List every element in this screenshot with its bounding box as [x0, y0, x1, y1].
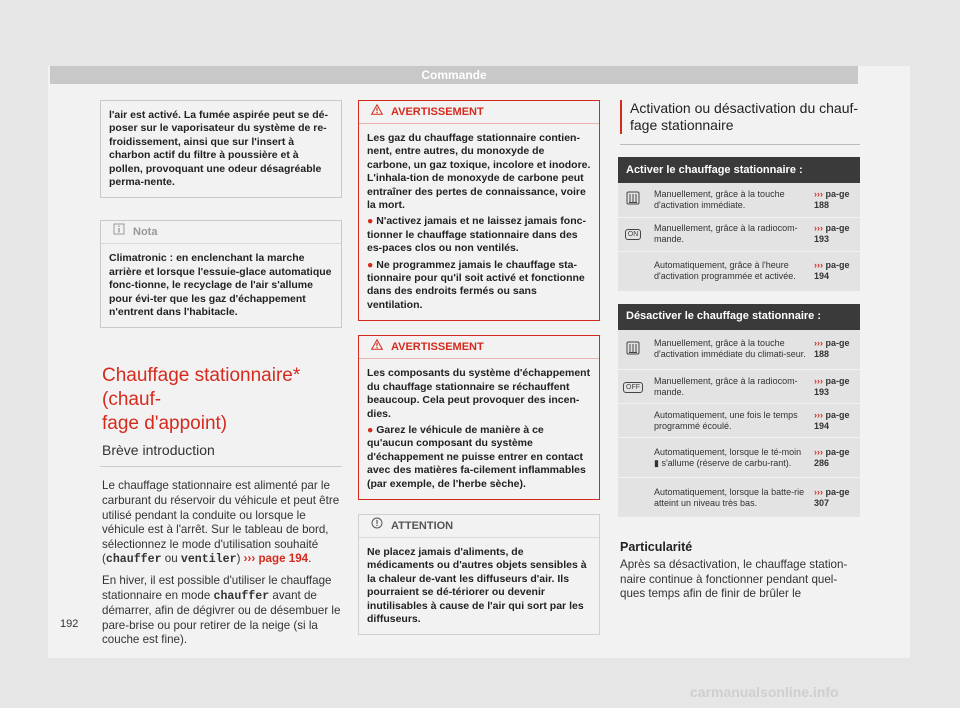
- page-ref-text: pa-ge 193: [814, 375, 850, 397]
- section-divider: [100, 466, 342, 467]
- empty-icon-cell: [618, 478, 648, 518]
- para1-end: .: [308, 552, 312, 566]
- paragraph-2: [102, 574, 342, 648]
- page-194-link[interactable]: ››› page 194: [243, 552, 309, 566]
- para1-ou: ou: [161, 552, 181, 566]
- activate-row: [618, 251, 860, 291]
- deactivate-row: [618, 330, 860, 370]
- page-ref-arrow-icon: ›››: [814, 375, 823, 386]
- para2-mode-chauffer: chauffer: [213, 589, 270, 603]
- page-header: Commande: [50, 66, 858, 84]
- warning-bullet-1a: [367, 215, 591, 255]
- warning-bullet-2a: [367, 424, 591, 491]
- paragraph-1: [102, 479, 342, 568]
- deactivate-row-description: Automatiquement, lorsque la batte-rie atteint un niveau très bas.: [648, 478, 812, 518]
- bullet-icon: ●: [367, 215, 374, 228]
- warning-triangle-icon: [371, 336, 383, 358]
- off-icon-label: OFF: [623, 382, 643, 393]
- page-ref-text: pa-ge 194: [814, 409, 850, 431]
- intro-box: [100, 100, 342, 198]
- watermark: carmanualsonline.info: [690, 684, 839, 700]
- activate-table: [618, 157, 860, 292]
- para2-text-end: avant de démarrer, afin de dégivrer ou de désembuer le pare-brise ou pour retirer de la neige (si la couche est fine).: [102, 588, 341, 647]
- page-ref-arrow-icon: ›››: [814, 260, 823, 270]
- empty-icon-cell: [618, 404, 648, 438]
- deactivate-row: [618, 370, 860, 404]
- attention-text: Ne placez jamais d'aliments, de médicaments ou d'autres objets sensibles à la chaleur de-vant les diffuseurs d'air. Ils pourraient se dé-tériorer ou devenir inutilisables à cause de l'air qui sort par les diffuseurs.: [367, 545, 587, 625]
- page-ref-arrow-icon: ›››: [814, 188, 823, 199]
- attention-icon: [371, 515, 383, 537]
- deactivate-row-page-ref[interactable]: [812, 370, 860, 404]
- column-1: [100, 100, 342, 654]
- deactivate-row-description: Manuellement, grâce à la touche d'activation immédiate du climati-seur.: [648, 330, 812, 370]
- heater-icon: [618, 330, 648, 370]
- page-ref-arrow-icon: ›››: [814, 409, 823, 420]
- deactivate-row: [618, 438, 860, 478]
- page-ref-text: pa-ge 286: [814, 446, 850, 468]
- warning-bullet-text-1b: Ne programmez jamais le chauffage sta-tionnaire pour qu'il soit activé et fonctionne dans des endroits fermés ou sans ventilation.: [367, 258, 585, 311]
- page-ref-arrow-icon: ›››: [814, 446, 823, 457]
- particularite-text: Après sa désactivation, le chauffage station-naire continue à fonctionner pendant quel-ques temps afin de finir de brûler le: [620, 558, 848, 601]
- deactivate-row-description: Automatiquement, une fois le temps programmé écoulé.: [648, 404, 812, 438]
- page-ref-text: pa-ge 188: [814, 338, 850, 360]
- warning-text-2: Les composants du système d'échappement du chauffage stationnaire se réchauffent beaucoup. Cela peut provoquer des incen-dies.: [367, 367, 591, 420]
- bullet-icon: ●: [367, 423, 374, 436]
- page-ref-text: pa-ge 194: [814, 260, 850, 281]
- warning-body-2: [359, 359, 599, 499]
- activate-row-description: Manuellement, grâce à la touche d'activation immédiate.: [648, 183, 812, 217]
- deactivate-table: [618, 304, 860, 519]
- warning-body-1: [359, 124, 599, 320]
- page-ref-text: pa-ge 193: [814, 223, 850, 244]
- activate-row-page-ref[interactable]: [812, 217, 860, 251]
- para1-text: Le chauffage stationnaire est alimenté par le carburant du réservoir du véhicule et peut être utilisé pendant la conduite ou lorsque le véhicule est à l'arrêt. Sur le tableau de bord, sélectionnez le mode d'utilisation souhaité (: [102, 479, 340, 566]
- deactivate-row-page-ref[interactable]: [812, 404, 860, 438]
- deactivate-row-page-ref[interactable]: [812, 478, 860, 518]
- info-icon: [113, 221, 125, 243]
- on-icon-label: ON: [625, 229, 642, 240]
- activation-title: Activation ou désactivation du chauf-fage stationnaire: [620, 100, 860, 134]
- deactivate-row-description: Automatiquement, lorsque le té-moin ▮ s'allume (réserve de carbu-rant).: [648, 438, 812, 478]
- para1-mode-chauffer: chauffer: [105, 553, 162, 567]
- warning-box-2: [358, 335, 600, 500]
- activation-divider: [620, 144, 860, 145]
- para2-text: En hiver, il est possible d'utiliser le chauffage stationnaire en mode: [102, 574, 332, 602]
- column-3: [616, 100, 860, 608]
- para1-mode-ventiler: ventiler: [180, 553, 237, 567]
- intro-box-text: l'air est activé. La fumée aspirée peut se dé-poser sur le vaporisateur du système de re-froidissement, ainsi que sur l'insert à charbon actif du filtre à poussière et à pollen, provoquant une odeur désagréable perma-nente.: [109, 109, 329, 189]
- warning-bullet-text-2a: Garez le véhicule de manière à ce qu'aucun composant du système d'échappement ne puisse entrer en contact avec des matières fa-cilement inflammables (par exemple, de l'herbe sèche).: [367, 423, 586, 490]
- para1-close: ): [236, 552, 244, 566]
- activate-row-description: Automatiquement, grâce à l'heure d'activation programmée et activée.: [648, 251, 812, 291]
- bullet-icon: ●: [367, 258, 374, 271]
- deactivate-row-page-ref[interactable]: [812, 330, 860, 370]
- page-ref-arrow-icon: ›››: [814, 486, 823, 497]
- page-ref-arrow-icon: ›››: [814, 223, 823, 233]
- nota-text: Climatronic : en enclenchant la marche arrière et lorsque l'essuie-glace automatique fonc-tionne, le recyclage de l'air s'allume pour évi-ter que les gaz d'échappement n'entrent dans l'habitacle.: [109, 252, 332, 319]
- warning-text-1: Les gaz du chauffage stationnaire contien-nent, entre autres, du monoxyde de carbone, un gaz toxique, incolore et inodore. L'inhala-tion de monoxyde de carbone peut entraîner des pertes de connaissance, voire la mort.: [367, 132, 591, 212]
- empty-icon-cell: [618, 251, 648, 291]
- attention-header: [359, 515, 599, 538]
- deactivate-row-description: Manuellement, grâce à la radiocom-mande.: [648, 370, 812, 404]
- activate-row: [618, 183, 860, 217]
- warning-label-1: AVERTISSEMENT: [391, 106, 484, 118]
- nota-label: Nota: [133, 226, 158, 239]
- nota-box: [100, 220, 342, 328]
- nota-header: [101, 221, 341, 244]
- attention-box: [358, 514, 600, 635]
- section-subtitle: Brève introduction: [102, 442, 215, 459]
- page-number: 192: [60, 618, 79, 630]
- activate-row-page-ref[interactable]: [812, 183, 860, 217]
- heater-icon: [618, 183, 648, 217]
- on-icon: [618, 217, 648, 251]
- empty-icon-cell: [618, 438, 648, 478]
- off-icon: [618, 370, 648, 404]
- particularite-title: Particularité: [620, 540, 693, 554]
- page-ref-text: pa-ge 188: [814, 188, 850, 210]
- section-title-line-2: fage d'appoint): [102, 413, 228, 435]
- warning-bullet-1b: [367, 259, 591, 313]
- activate-row: [618, 217, 860, 251]
- deactivate-table-header: Désactiver le chauffage stationnaire :: [618, 304, 860, 330]
- deactivate-row-page-ref[interactable]: [812, 438, 860, 478]
- page-ref-arrow-icon: ›››: [814, 338, 823, 349]
- column-2: [358, 100, 600, 635]
- activate-row-description: Manuellement, grâce à la radiocom-mande.: [648, 217, 812, 251]
- warning-box-1: [358, 100, 600, 321]
- warning-header-1: [359, 101, 599, 124]
- warning-bullet-text-1a: N'activez jamais et ne laissez jamais fonc-tionner le chauffage stationnaire dans des es-paces clos ou non ventilés.: [367, 215, 586, 255]
- deactivate-row: [618, 478, 860, 518]
- warning-header-2: [359, 336, 599, 359]
- page-ref-text: pa-ge 307: [814, 486, 850, 508]
- section-title-line-1: Chauffage stationnaire* (chauf-: [102, 365, 301, 411]
- activate-table-header: Activer le chauffage stationnaire :: [618, 157, 860, 183]
- activate-row-page-ref[interactable]: [812, 251, 860, 291]
- attention-label: ATTENTION: [391, 519, 454, 532]
- deactivate-row: [618, 404, 860, 438]
- section-title: [102, 364, 342, 436]
- warning-triangle-icon: [371, 101, 383, 123]
- warning-label-2: AVERTISSEMENT: [391, 341, 484, 354]
